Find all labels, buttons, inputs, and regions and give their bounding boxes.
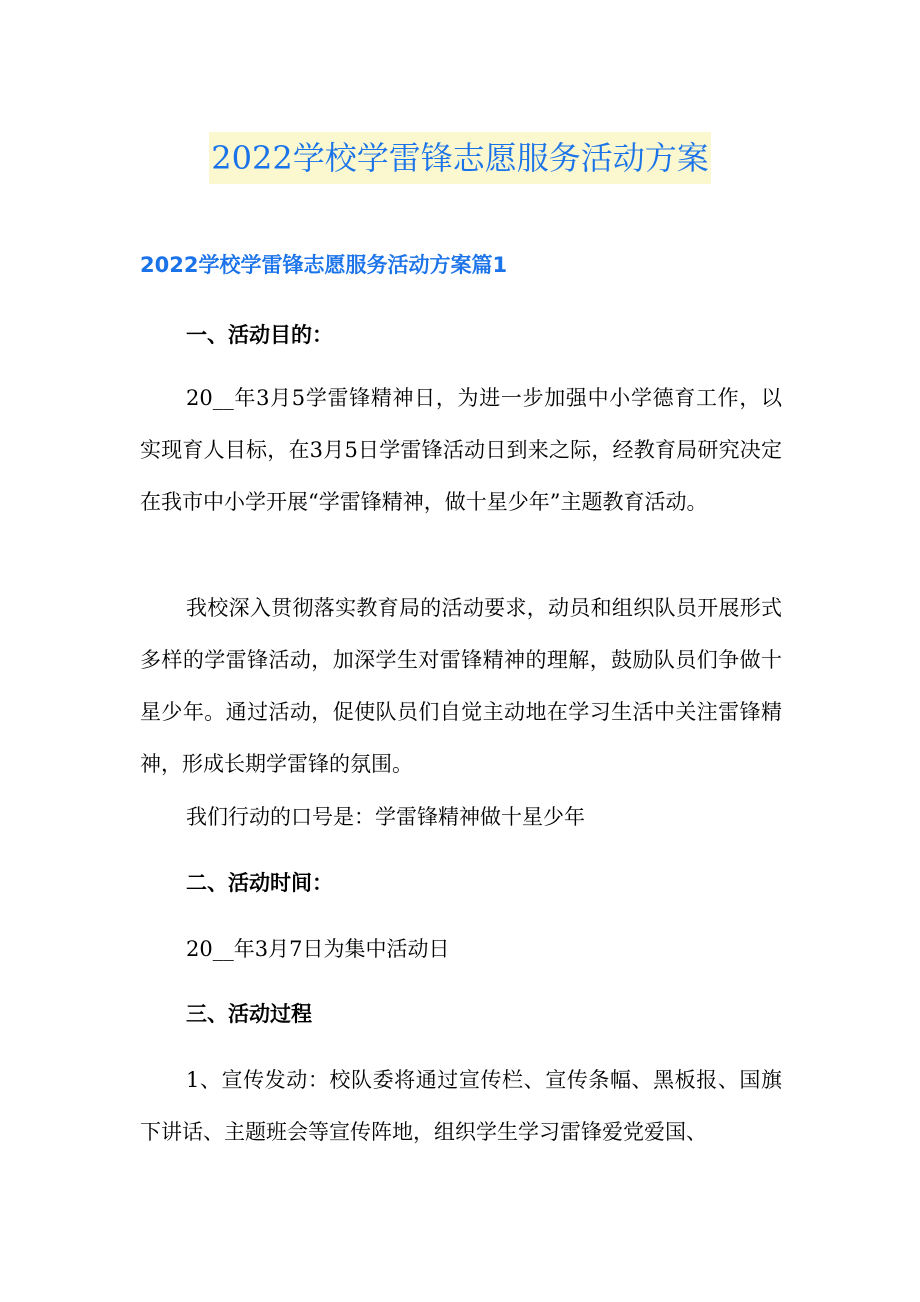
section-heading-purpose: 一、活动目的： [186,323,333,347]
document-title [0,132,920,184]
section-heading-process: 三、活动过程 [186,1002,312,1026]
slogan-text: 我们行动的口号是：学雷锋精神做十星少年 [186,805,585,829]
paragraph-purpose-1: 20__年3月5学雷锋精神日，为进一步加强中小学德育工作，以实现育人目标，在3月5日学雷锋活动日到来之际，经教育局研究决定在我市中小学开展“学雷锋精神，做十星少年”主题教育活动。 [140,386,782,514]
section-heading-time: 二、活动时间： [186,871,333,895]
paragraph-process-1: 1、宣传发动：校队委将通过宣传栏、宣传条幅、黑板报、国旗下讲话、主题班会等宣传阵地，组织学生学习雷锋爱党爱国、 [140,1068,782,1144]
section-subtitle: 2022学校学雷锋志愿服务活动方案篇1 [140,253,508,277]
paragraph-purpose-2: 我校深入贯彻落实教育局的活动要求，动员和组织队员开展形式多样的学雷锋活动，加深学生对雷锋精神的理解，鼓励队员们争做十星少年。通过活动，促使队员们自觉主动地在学习生活中关注雷锋精神，形成长期学雷锋的氛围。 [140,596,782,776]
document-title-text: 2022学校学雷锋志愿服务活动方案 [209,132,710,184]
activity-time-text: 20__年3月7日为集中活动日 [186,937,450,961]
